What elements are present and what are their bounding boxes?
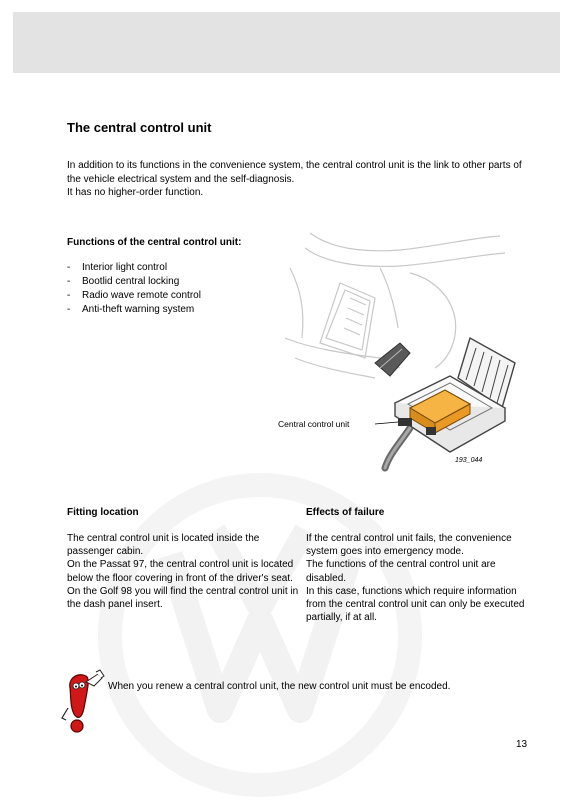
vw-logo-watermark [70,470,450,800]
figure-number: 193_044 [455,457,483,464]
list-item: - Anti-theft warning system [67,303,201,317]
paragraph: If the central control unit fails, the convenience system goes into emergency mode. [306,533,512,558]
paragraph: On the Passat 97, the central control unit is located below the floor covering in front of the driver's seat. [67,559,294,584]
header-band [13,12,560,73]
control-unit-illustration [280,228,525,473]
paragraph: The functions of the central control unit are disabled. [306,559,496,584]
list-item: - Radio wave remote control [67,289,201,303]
paragraph: In this case, functions which require information from the central control unit can only be executed partially, if at all. [306,585,525,624]
encoding-note: When you renew a central control unit, the new control unit must be encoded. [108,681,451,692]
intro-line: In addition to its functions in the convenience system, the central control unit is the link to other parts of the vehicle electrical system and the self-diagnosis. [67,160,522,185]
paragraph: On the Golf 98 you will find the central control unit in the dash panel insert. [67,585,299,611]
fitting-location-heading: Fitting location [67,507,139,518]
fitting-location-text [67,532,299,611]
effects-of-failure-text [306,532,538,624]
page-title: The central control unit [67,120,212,135]
effects-of-failure-heading: Effects of failure [306,507,385,518]
warning-exclamation-icon [60,668,110,740]
functions-list [67,261,201,317]
intro-line: It has no higher-order function. [67,187,204,198]
figure-label: Central control unit [278,419,350,429]
list-item: - Bootlid central locking [67,275,201,289]
paragraph: The central control unit is located inside the passenger cabin. [67,533,260,558]
intro-paragraph [67,159,537,200]
list-item: - Interior light control [67,261,201,275]
functions-heading: Functions of the central control unit: [67,237,242,248]
page-number: 13 [516,739,528,750]
